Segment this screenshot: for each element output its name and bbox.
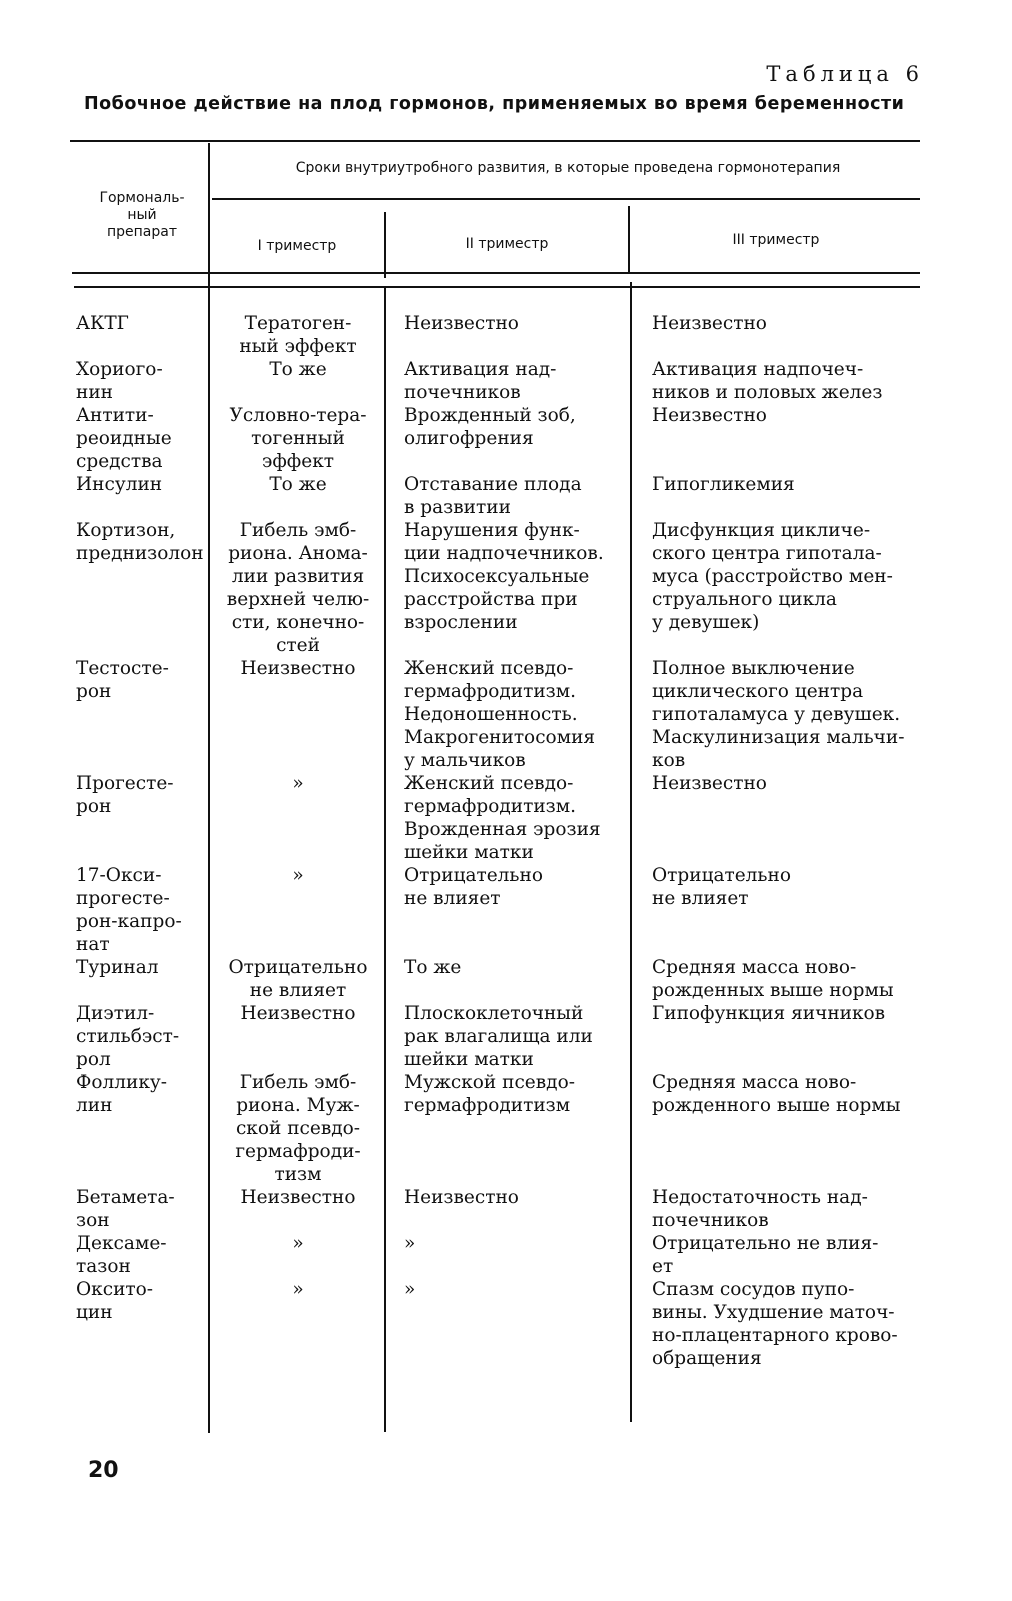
table-body bbox=[74, 312, 946, 1370]
header-period: Сроки внутриутробного развития, в которые проведена гормонотерапия bbox=[295, 160, 841, 176]
table-number: Таблица 6 bbox=[766, 62, 924, 86]
table-row bbox=[74, 1071, 946, 1186]
trimester-3-cell: Гипофункция яичников bbox=[652, 1003, 886, 1024]
trimester-3-cell: Отрицательно не влияет bbox=[652, 865, 791, 909]
table-row bbox=[74, 1186, 946, 1232]
trimester-1-cell: » bbox=[292, 865, 304, 886]
trimester-2-cell: Нарушения функ- ции надпочечников. Психосексуальные расстройства при взрослении bbox=[404, 520, 604, 633]
trimester-2-cell: Активация над- почечников bbox=[404, 359, 557, 403]
trimester-3-cell: Неизвестно bbox=[652, 773, 767, 794]
trimester-2-cell: Женский псевдо- гермафродитизм. Врожденная эрозия шейки матки bbox=[404, 773, 601, 863]
table-row bbox=[74, 772, 946, 864]
table-row bbox=[74, 473, 946, 519]
table-row bbox=[74, 1002, 946, 1071]
drug-cell: Диэтил- стильбэст- рол bbox=[76, 1003, 180, 1070]
trimester-1-cell: Неизвестно bbox=[240, 1003, 356, 1024]
trimester-3-cell: Отрицательно не влия- ет bbox=[652, 1233, 879, 1277]
header-drug: Гормональ- ный препарат bbox=[99, 190, 185, 240]
table-row bbox=[74, 404, 946, 473]
drug-cell: Тестосте- рон bbox=[76, 658, 169, 702]
trimester-2-cell: Отрицательно не влияет bbox=[404, 865, 543, 909]
table-title: Побочное действие на плод гормонов, применяемых во время беременности bbox=[84, 94, 905, 114]
trimester-3-cell: Средняя масса ново- рожденного выше нормы bbox=[652, 1072, 901, 1116]
trimester-2-cell: » bbox=[404, 1279, 416, 1300]
header-trimester-2: II триместр bbox=[465, 236, 549, 252]
trimester-3-cell: Неизвестно bbox=[652, 313, 767, 334]
column-divider-3 bbox=[628, 206, 630, 274]
trimester-2-cell: Неизвестно bbox=[404, 313, 519, 334]
trimester-1-cell: » bbox=[292, 1233, 304, 1254]
trimester-3-cell: Полное выключение циклического центра гипоталамуса у девушек. Маскулинизация мальчи- ков bbox=[652, 658, 905, 771]
trimester-1-cell: Гибель эмб- риона. Анома- лии развития верхней челю- сти, конечно- стей bbox=[226, 520, 370, 656]
drug-cell: Фоллику- лин bbox=[76, 1072, 168, 1116]
trimester-1-cell: Неизвестно bbox=[240, 1187, 356, 1208]
trimester-2-cell: Мужской псевдо- гермафродитизм bbox=[404, 1072, 575, 1116]
drug-cell: Туринал bbox=[76, 957, 159, 978]
trimester-3-cell: Гипогликемия bbox=[652, 474, 795, 495]
table-row bbox=[74, 864, 946, 956]
drug-cell: АКТГ bbox=[76, 313, 129, 334]
trimester-1-cell: Отрицательно не влияет bbox=[228, 957, 368, 1001]
header-bottom-rule bbox=[72, 272, 920, 274]
trimester-3-cell: Активация надпочеч- ников и половых желез bbox=[652, 359, 883, 403]
drug-cell: Инсулин bbox=[76, 474, 163, 495]
table-top-rule bbox=[70, 140, 920, 142]
trimester-2-cell: Неизвестно bbox=[404, 1187, 519, 1208]
trimester-1-cell: Неизвестно bbox=[240, 658, 356, 679]
trimester-2-cell: » bbox=[404, 1233, 416, 1254]
drug-cell: Бетамета- зон bbox=[76, 1187, 175, 1231]
header-trimester-3: III триместр bbox=[732, 232, 820, 248]
trimester-1-cell: Условно-тера- тогенный эффект bbox=[229, 405, 367, 472]
table-row bbox=[74, 519, 946, 657]
drug-cell: 17-Окси- прогесте- рон-капро- нат bbox=[76, 865, 182, 955]
trimester-2-cell: Врожденный зоб, олигофрения bbox=[404, 405, 576, 449]
table-row bbox=[74, 657, 946, 772]
trimester-3-cell: Спазм сосудов пупо- вины. Ухудшение маточ- но-плацентарного крово- обращения bbox=[652, 1279, 898, 1369]
trimester-1-cell: » bbox=[292, 773, 304, 794]
drug-cell: Антити- реоидные средства bbox=[76, 405, 172, 472]
trimester-3-cell: Дисфункция цикличе- ского центра гипотала- муса (расстройство мен- струального цикла у девушек) bbox=[652, 520, 893, 633]
table-row bbox=[74, 358, 946, 404]
drug-cell: Кортизон, преднизолон bbox=[76, 520, 204, 564]
table-row bbox=[74, 956, 946, 1002]
trimester-2-cell: Плоскоклеточный рак влагалища или шейки матки bbox=[404, 1003, 593, 1070]
table-row bbox=[74, 312, 946, 358]
trimester-3-cell: Неизвестно bbox=[652, 405, 767, 426]
drug-cell: Прогесте- рон bbox=[76, 773, 174, 817]
table-row bbox=[74, 1278, 946, 1370]
trimester-1-cell: То же bbox=[269, 359, 327, 380]
drug-cell: Оксито- цин bbox=[76, 1279, 154, 1323]
body-top-rule bbox=[74, 286, 920, 288]
trimester-2-cell: То же bbox=[404, 957, 462, 978]
trimester-3-cell: Недостаточность над- почечников bbox=[652, 1187, 868, 1231]
trimester-1-cell: Тератоген- ный эффект bbox=[239, 313, 357, 357]
table-row bbox=[74, 1232, 946, 1278]
drug-cell: Дексаме- тазон bbox=[76, 1233, 167, 1277]
drug-cell: Хориого- нин bbox=[76, 359, 163, 403]
trimester-1-cell: То же bbox=[269, 474, 327, 495]
header-trimester-1: I триместр bbox=[257, 238, 337, 254]
trimester-3-cell: Средняя масса ново- рожденных выше нормы bbox=[652, 957, 894, 1001]
trimester-2-cell: Отставание плода в развитии bbox=[404, 474, 582, 518]
trimester-1-cell: Гибель эмб- риона. Муж- ской псевдо- гермафроди- тизм bbox=[235, 1072, 361, 1185]
trimester-2-cell: Женский псевдо- гермафродитизм. Недоношенность. Макрогенитосомия у мальчиков bbox=[404, 658, 596, 771]
trimester-1-cell: » bbox=[292, 1279, 304, 1300]
page-number: 20 bbox=[88, 1458, 119, 1483]
header-inner-rule bbox=[212, 198, 920, 200]
